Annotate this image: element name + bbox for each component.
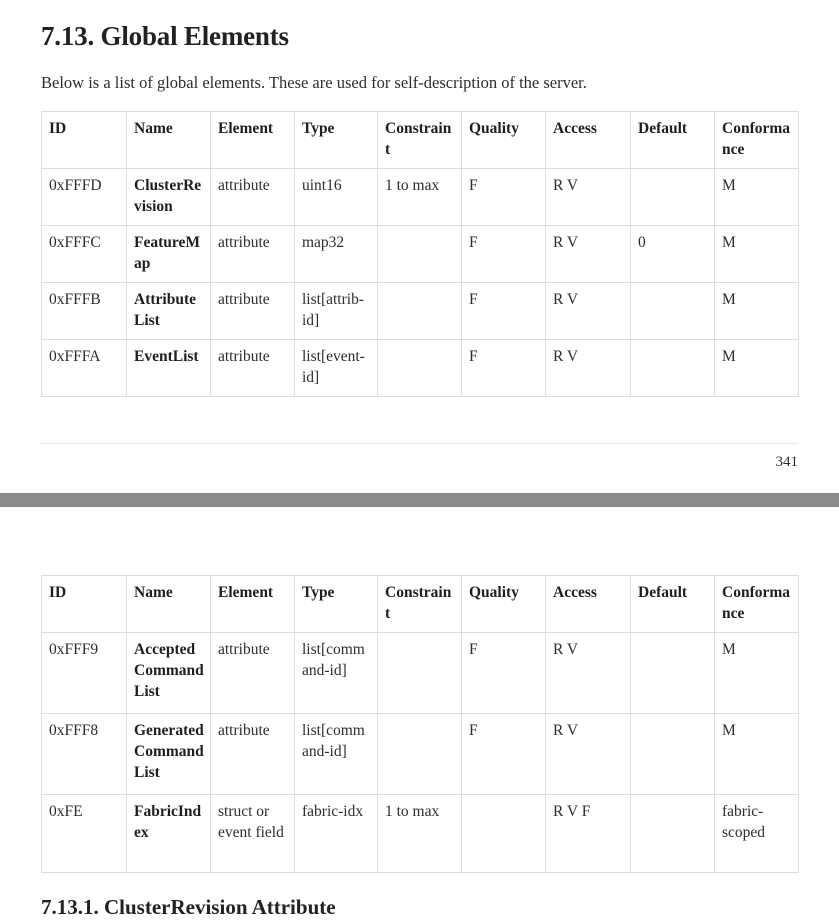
cell-quality: F [462,632,546,713]
cell-access: R V F [546,794,631,872]
cell-conformance: M [715,632,799,713]
cell-conformance: M [715,713,799,794]
cell-constraint: 1 to max [378,168,462,225]
cell-quality: F [462,713,546,794]
cell-id: 0xFFF8 [42,713,127,794]
column-header-element: Element [211,575,295,632]
table-row [42,282,799,339]
cell-name: AttributeList [127,282,211,339]
cell-type: fabric-idx [295,794,378,872]
column-header-access: Access [546,575,631,632]
cell-type: list[command-id] [295,632,378,713]
cell-constraint [378,632,462,713]
page-break-separator [0,493,839,507]
cell-default [631,713,715,794]
cell-constraint [378,339,462,396]
cell-access: R V [546,168,631,225]
page-342-content [0,507,839,920]
cell-access: R V [546,282,631,339]
cell-default [631,632,715,713]
cell-type: list[event-id] [295,339,378,396]
cell-constraint: 1 to max [378,794,462,872]
column-header-access: Access [546,112,631,169]
cell-conformance: fabric-scoped [715,794,799,872]
cell-name: FabricIndex [127,794,211,872]
page-top-spacer [41,507,798,558]
cell-id: 0xFFFB [42,282,127,339]
column-header-constraint: Constraint [378,575,462,632]
column-header-name: Name [127,575,211,632]
column-header-type: Type [295,112,378,169]
intro-paragraph: Below is a list of global elements. These are used for self-description of the server. [41,73,587,92]
column-header-type: Type [295,575,378,632]
cell-element: struct or event field [211,794,295,872]
cell-type: list[command-id] [295,713,378,794]
cell-quality: F [462,225,546,282]
cell-quality: F [462,168,546,225]
table-header-row [42,575,799,632]
cell-default [631,282,715,339]
cell-type: map32 [295,225,378,282]
page-number: 341 [775,453,798,470]
cell-access: R V [546,339,631,396]
table-row [42,168,799,225]
cell-access: R V [546,713,631,794]
table-row [42,339,799,396]
cell-constraint [378,282,462,339]
cell-name: ClusterRevision [127,168,211,225]
cell-name: EventList [127,339,211,396]
cell-element: attribute [211,632,295,713]
cell-default [631,339,715,396]
global-elements-table-one [41,111,799,397]
cell-id: 0xFFFA [42,339,127,396]
cell-default [631,794,715,872]
table-row [42,794,799,872]
cell-id: 0xFFFC [42,225,127,282]
cell-constraint [378,225,462,282]
cell-element: attribute [211,225,295,282]
column-header-name: Name [127,112,211,169]
table-row [42,713,799,794]
table-row [42,225,799,282]
column-header-default: Default [631,112,715,169]
cell-conformance: M [715,282,799,339]
column-header-id: ID [42,575,127,632]
cell-quality [462,794,546,872]
column-header-element: Element [211,112,295,169]
cell-access: R V [546,225,631,282]
cell-conformance: M [715,225,799,282]
cell-constraint [378,713,462,794]
cell-name: GeneratedCommandList [127,713,211,794]
cell-id: 0xFE [42,794,127,872]
column-header-quality: Quality [462,112,546,169]
column-header-constraint: Constraint [378,112,462,169]
column-header-conformance: Conformance [715,112,799,169]
table-header-row [42,112,799,169]
cell-id: 0xFFF9 [42,632,127,713]
cell-element: attribute [211,168,295,225]
cell-element: attribute [211,339,295,396]
column-header-quality: Quality [462,575,546,632]
column-header-default: Default [631,575,715,632]
subsection-title: 7.13.1. ClusterRevision Attribute [41,894,336,919]
cell-id: 0xFFFD [42,168,127,225]
cell-conformance: M [715,339,799,396]
cell-type: uint16 [295,168,378,225]
cell-name: FeatureMap [127,225,211,282]
cell-element: attribute [211,713,295,794]
cell-conformance: M [715,168,799,225]
page-title: 7.13. Global Elements [41,21,289,51]
cell-type: list[attrib-id] [295,282,378,339]
cell-element: attribute [211,282,295,339]
cell-default: 0 [631,225,715,282]
cell-name: AcceptedCommandList [127,632,211,713]
cell-default [631,168,715,225]
cell-quality: F [462,339,546,396]
cell-quality: F [462,282,546,339]
table-row [42,632,799,713]
column-header-id: ID [42,112,127,169]
column-header-conformance: Conformance [715,575,799,632]
cell-access: R V [546,632,631,713]
global-elements-table-two [41,575,799,873]
